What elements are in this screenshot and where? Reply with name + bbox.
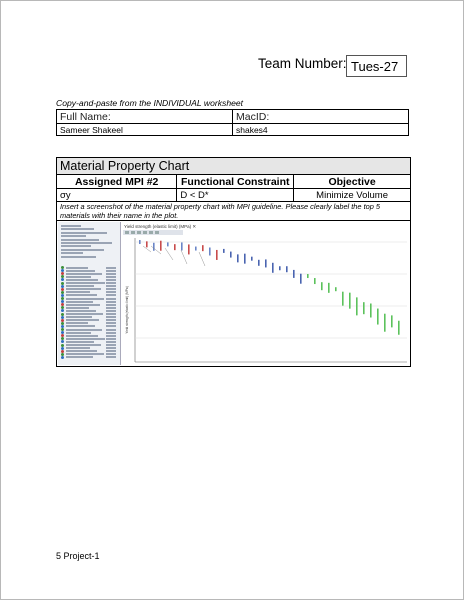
chart-bar xyxy=(307,274,309,278)
header-constraint: Functional Constraint xyxy=(177,175,294,189)
result-list-value xyxy=(106,310,116,312)
panel-text-line xyxy=(61,232,107,234)
toolbar-button[interactable] xyxy=(155,231,159,234)
chart-bar xyxy=(286,266,288,272)
chart-bar xyxy=(230,252,232,258)
result-list-value xyxy=(106,356,116,358)
result-list-item xyxy=(66,301,93,303)
chart-bar xyxy=(363,302,365,314)
result-list-item xyxy=(66,341,94,343)
table-title: Material Property Chart xyxy=(57,158,411,175)
result-list-value xyxy=(106,319,116,321)
panel-text-line xyxy=(61,252,83,254)
panel-text-line xyxy=(61,242,112,244)
panel-text-line xyxy=(61,235,86,237)
chart-bar xyxy=(300,274,302,284)
result-list-value xyxy=(106,282,116,284)
result-list-value xyxy=(106,273,116,275)
header-mpi: Assigned MPI #2 xyxy=(57,175,177,189)
chart-bar xyxy=(279,266,281,270)
result-list-value xyxy=(106,329,116,331)
chart-bar xyxy=(174,244,176,250)
chart-bar xyxy=(328,283,330,293)
result-list-item xyxy=(66,267,88,269)
result-list-value xyxy=(106,285,116,287)
result-list-value xyxy=(106,313,116,315)
result-list-item xyxy=(66,347,90,349)
chart-bar xyxy=(202,245,204,251)
macid-value[interactable]: shakes4 xyxy=(233,124,409,136)
result-list-value xyxy=(106,344,116,346)
result-color-dot xyxy=(61,340,64,343)
toolbar-button[interactable] xyxy=(143,231,147,234)
result-list-value xyxy=(106,301,116,303)
panel-text-line xyxy=(61,249,104,251)
result-list-value xyxy=(106,325,116,327)
result-list-item xyxy=(66,332,91,334)
result-list-value xyxy=(106,332,116,334)
chart-bar xyxy=(195,247,197,251)
chart-bar xyxy=(314,278,316,284)
chart-bar xyxy=(160,241,162,251)
result-list-value xyxy=(106,307,116,309)
macid-label: MacID: xyxy=(233,110,409,124)
result-list-item xyxy=(66,310,96,312)
label-leader-line xyxy=(199,252,205,266)
constraint-value[interactable]: D < D* xyxy=(177,189,294,202)
result-list-value xyxy=(106,294,116,296)
result-list-item xyxy=(66,285,94,287)
result-list-item xyxy=(66,294,97,296)
panel-text-line xyxy=(61,225,81,227)
ces-chart-panel xyxy=(121,222,409,365)
chart-bar xyxy=(139,240,141,244)
panel-text-line xyxy=(61,239,99,241)
chart-bar xyxy=(251,257,253,261)
header-objective: Objective xyxy=(294,175,411,189)
chart-bar xyxy=(391,315,393,327)
result-list-value xyxy=(106,322,116,324)
panel-text-line xyxy=(61,256,96,258)
chart-bar xyxy=(153,243,155,251)
chart-bar xyxy=(377,309,379,325)
result-list-value xyxy=(106,304,116,306)
result-list-item xyxy=(66,350,97,352)
chart-bar xyxy=(342,292,344,306)
result-list-item xyxy=(66,276,91,278)
result-list-item xyxy=(66,282,105,284)
toolbar-button[interactable] xyxy=(125,231,129,234)
result-list-item xyxy=(66,288,101,290)
chart-bar xyxy=(237,254,239,262)
ces-left-panel xyxy=(58,222,121,365)
chart-bar xyxy=(370,304,372,318)
student-info-table xyxy=(56,109,409,136)
result-list-item xyxy=(66,353,104,355)
result-color-dot xyxy=(61,356,64,359)
chart-bar xyxy=(209,247,211,255)
mpi-value[interactable]: σy xyxy=(57,189,177,202)
panel-text-line xyxy=(61,228,94,230)
result-list-item xyxy=(66,316,92,318)
full-name-label: Full Name: xyxy=(57,110,233,124)
chart-bar xyxy=(272,263,274,273)
chart-bar xyxy=(167,242,169,246)
label-leader-line xyxy=(151,246,161,254)
result-list-item xyxy=(66,270,95,272)
chart-bar xyxy=(223,249,225,253)
full-name-value[interactable]: Sameer Shakeel xyxy=(57,124,233,136)
chart-bar xyxy=(335,287,337,291)
instructions: Insert a screenshot of the material property chart with MPI guideline. Please clearly label the top 5 materials with their name in the plot. xyxy=(57,202,411,221)
label-leader-line xyxy=(165,248,173,260)
result-list-item xyxy=(66,313,103,315)
chart-bar xyxy=(146,241,148,247)
result-list-value xyxy=(106,316,116,318)
y-axis-label: Yield strength (elastic limit) (MPa) xyxy=(125,286,129,334)
result-list-value xyxy=(106,279,116,281)
result-list-value xyxy=(106,350,116,352)
toolbar-button[interactable] xyxy=(131,231,135,234)
section-caption: Copy-and-paste from the INDIVIDUAL worksheet xyxy=(56,98,244,108)
result-list-value xyxy=(106,276,116,278)
result-list-value xyxy=(106,291,116,293)
result-list-value xyxy=(106,338,116,340)
team-number-label: Team Number: xyxy=(258,56,347,71)
embedded-screenshot xyxy=(58,222,409,365)
chart-bar xyxy=(244,254,246,264)
chart-title: Yield strength (elastic limit) (MPa) ✕ xyxy=(124,224,197,229)
chart-bar xyxy=(265,259,267,267)
chart-bar xyxy=(321,282,323,290)
chart-bar xyxy=(293,270,295,278)
result-list-item xyxy=(66,319,99,321)
panel-text-line xyxy=(61,245,91,247)
objective-value[interactable]: Minimize Volume xyxy=(294,189,411,202)
chart-plot xyxy=(121,222,409,365)
toolbar-button[interactable] xyxy=(137,231,141,234)
result-list-value xyxy=(106,347,116,349)
result-list-item xyxy=(66,344,101,346)
result-list-value xyxy=(106,270,116,272)
result-list-value xyxy=(106,335,116,337)
team-number-field[interactable]: Tues-27 xyxy=(346,55,407,77)
result-list-item xyxy=(66,329,102,331)
result-color-dot xyxy=(61,278,64,281)
chart-bar xyxy=(216,250,218,260)
result-list-item xyxy=(66,356,93,358)
result-list-value xyxy=(106,288,116,290)
result-list-item xyxy=(66,273,102,275)
screenshot-cell xyxy=(57,221,411,367)
result-list-item xyxy=(66,325,95,327)
chart-bar xyxy=(188,244,190,254)
result-list-item xyxy=(66,304,100,306)
result-list-value xyxy=(106,267,116,269)
result-list-item xyxy=(66,291,90,293)
result-list-item xyxy=(66,322,88,324)
chart-bar xyxy=(384,314,386,332)
page-footer: 5 Project-1 xyxy=(56,551,100,561)
chart-bar xyxy=(181,242,183,250)
label-leader-line xyxy=(181,250,187,264)
chart-bar xyxy=(258,260,260,266)
result-list-value xyxy=(106,298,116,300)
result-color-dot xyxy=(61,309,64,312)
result-list-value xyxy=(106,341,116,343)
result-list-value xyxy=(106,353,116,355)
chart-bar xyxy=(349,293,351,309)
toolbar-button[interactable] xyxy=(149,231,153,234)
chart-bar xyxy=(356,297,358,315)
result-list-item xyxy=(66,279,98,281)
chart-bar xyxy=(398,321,400,335)
result-list-item xyxy=(66,307,89,309)
result-list-item xyxy=(66,335,98,337)
result-list-item xyxy=(66,338,105,340)
material-property-table xyxy=(56,157,411,367)
result-list-item xyxy=(66,298,104,300)
